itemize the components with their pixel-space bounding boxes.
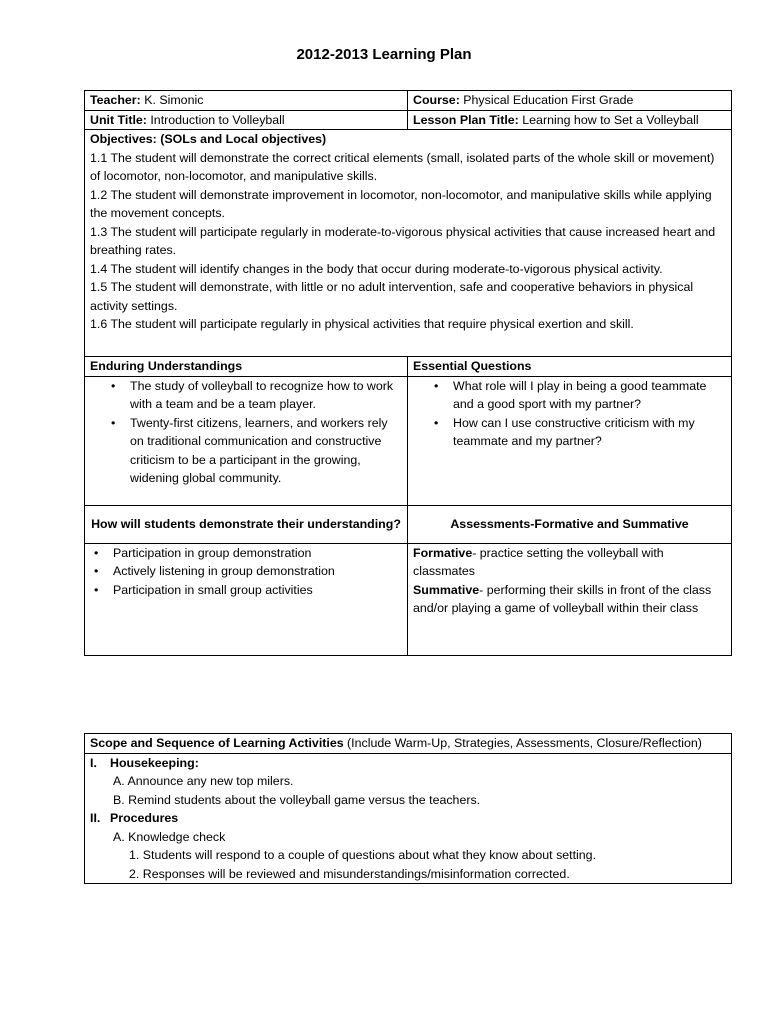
formative-label: Formative xyxy=(413,545,473,560)
objective-item: 1.1 The student will demonstrate the correct critical elements (small, isolated parts of the whole skill or movement) of locomotor, non-locomotor, and manipulative skills. xyxy=(90,150,715,183)
objectives-cell xyxy=(85,130,732,357)
list-item: • The study of volleyball to recognize how to work with a team and be a team player. xyxy=(130,377,402,414)
formative-text: - practice setting the volleyball with classmates xyxy=(413,545,664,578)
objective-item: 1.4 The student will identify changes in the body that occur during moderate-to-vigorous physical activity. xyxy=(90,261,663,276)
lesson-label: Lesson Plan Title: xyxy=(413,112,519,127)
lesson-value: Learning how to Set a Volleyball xyxy=(522,112,699,127)
section-housekeeping xyxy=(90,754,726,773)
list-item: A. Announce any new top milers. xyxy=(113,774,294,788)
list-item: A. Knowledge check xyxy=(113,829,226,844)
enduring-heading: Enduring Understandings xyxy=(85,357,408,377)
section-title: Housekeeping: xyxy=(110,755,199,770)
enduring-cell xyxy=(85,376,408,505)
list-item: • Participation in group demonstration xyxy=(113,544,402,563)
list-item: • Participation in small group activities xyxy=(113,581,402,600)
assessments-heading: Assessments-Formative and Summative xyxy=(408,505,732,543)
teacher-value: K. Simonic xyxy=(144,93,204,107)
summative-line xyxy=(413,581,726,618)
understandings-header-row xyxy=(85,357,732,377)
list-item: • How can I use constructive criticism with my teammate and my partner? xyxy=(453,414,726,451)
objectives-row xyxy=(85,130,732,357)
teacher-label: Teacher: xyxy=(90,93,141,107)
unit-lesson-row xyxy=(85,110,732,130)
scope-heading: Scope and Sequence of Learning Activities xyxy=(90,736,344,750)
course-cell xyxy=(408,91,732,111)
list-item: 2. Responses will be reviewed and misunderstandings/misinformation corrected. xyxy=(129,866,570,881)
teacher-cell xyxy=(85,91,408,111)
section-title: Procedures xyxy=(110,811,179,825)
objectives-heading: Objectives: (SOLs and Local objectives) xyxy=(90,132,327,146)
unit-value: Introduction to Volleyball xyxy=(150,112,285,127)
list-item: B. Remind students about the volleyball game versus the teachers. xyxy=(113,792,481,807)
unit-cell xyxy=(85,110,408,130)
section-number: I. xyxy=(90,755,97,770)
summative-text: - performing their skills in front of the class and/or playing a game of volleyball within their class xyxy=(413,582,712,615)
scope-heading-cell xyxy=(85,734,732,754)
lesson-cell xyxy=(408,110,732,130)
demonstrate-list xyxy=(90,544,402,600)
scope-sequence-table xyxy=(84,733,732,884)
formative-line xyxy=(413,544,726,581)
objective-item: 1.2 The student will demonstrate improvement in locomotor, non-locomotor, and manipulative skills while applying the movement concepts. xyxy=(90,187,712,220)
demonstrate-cell xyxy=(85,543,408,655)
summative-label: Summative xyxy=(413,582,480,597)
learning-plan-table xyxy=(84,90,732,656)
scope-body-row xyxy=(85,753,732,884)
scope-body-cell xyxy=(85,753,732,884)
scope-header-row xyxy=(85,734,732,754)
demonstrate-row xyxy=(85,543,732,655)
scope-heading-note: (Include Warm-Up, Strategies, Assessments, Closure/Reflection) xyxy=(343,736,702,750)
assessments-cell xyxy=(408,543,732,655)
list-item: • Actively listening in group demonstration xyxy=(113,562,402,581)
understandings-row xyxy=(85,376,732,505)
objective-item: 1.6 The student will participate regularly in physical activities that require physical exertion and skill. xyxy=(90,317,634,331)
objective-item: 1.5 The student will demonstrate, with little or no adult intervention, safe and cooperative behaviors in physical activity settings. xyxy=(90,280,694,313)
enduring-list xyxy=(90,377,402,488)
demonstrate-header-row xyxy=(85,505,732,543)
questions-cell xyxy=(408,376,732,505)
course-value: Physical Education First Grade xyxy=(463,93,634,107)
list-item: • Twenty-first citizens, learners, and workers rely on traditional communication and constructive criticism to be a participant in the growing, widening global community. xyxy=(130,414,402,488)
demonstrate-heading: How will students demonstrate their understanding? xyxy=(85,505,408,543)
list-item: • What role will I play in being a good teammate and a good sport with my partner? xyxy=(453,377,726,414)
course-label: Course: xyxy=(413,93,460,107)
questions-heading: Essential Questions xyxy=(408,357,732,377)
objective-item: 1.3 The student will participate regularly in moderate-to-vigorous physical activities that cause increased heart and breathing rates. xyxy=(90,224,716,257)
unit-label: Unit Title: xyxy=(90,112,147,127)
list-item: 1. Students will respond to a couple of questions about what they know about setting. xyxy=(129,848,597,862)
document-title: 2012-2013 Learning Plan xyxy=(296,46,472,63)
section-procedures xyxy=(90,809,726,828)
section-number: II. xyxy=(90,811,101,825)
teacher-course-row xyxy=(85,91,732,111)
questions-list xyxy=(413,377,726,451)
